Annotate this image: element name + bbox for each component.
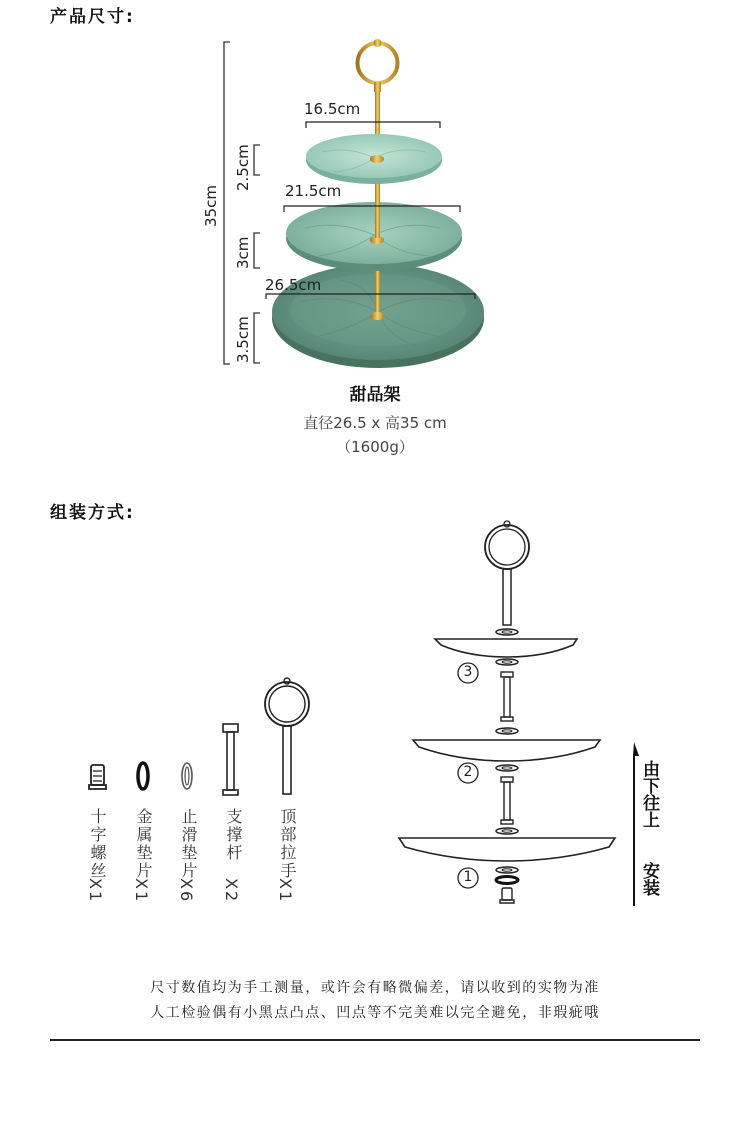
size-section-title: 产品尺寸:: [50, 7, 135, 27]
product-spec: 直径26.5 x 高35 cm: [303, 414, 447, 432]
step-2-number: 2: [463, 764, 473, 780]
top-tier-diameter: 16.5cm: [304, 100, 361, 118]
support-rod-icon: [223, 724, 238, 795]
note-line-1: 尺寸数值均为手工测量，或许会有略微偏差，请以收到的实物为准: [150, 980, 600, 996]
part-label-screw: 十字螺丝: [88, 808, 107, 880]
parts-icons: [80, 670, 330, 800]
bottom-divider: [50, 1039, 700, 1041]
part-label-anti-slip-pad: 止滑垫片: [179, 808, 198, 880]
part-qty-top-handle: X1: [276, 878, 295, 904]
part-label-support-rod: 支撑杆: [224, 808, 243, 862]
part-qty-support-rod: X2: [222, 878, 241, 904]
total-height-label: 35cm: [202, 185, 220, 227]
part-label-top-handle: 顶部拉手: [278, 808, 297, 880]
direction-text-lower: 安装: [639, 862, 659, 896]
top-handle-icon: [265, 678, 309, 794]
middle-tier-diameter: 21.5cm: [285, 182, 342, 200]
bottom-tier-diameter: 26.5cm: [265, 276, 322, 294]
top-gap-label: 2.5cm: [234, 144, 252, 191]
note-line-2: 人工检验偶有小黑点凸点、凹点等不完美难以完全避免，非瑕疵哦: [150, 1005, 600, 1021]
product-name: 甜品架: [349, 385, 401, 405]
step-3-number: 3: [463, 664, 473, 680]
direction-text-upper: 由下往上: [639, 760, 659, 828]
part-label-metal-washer: 金属垫片: [134, 808, 153, 880]
part-qty-anti-slip-pad: X6: [177, 878, 196, 904]
assembly-diagram: [395, 515, 625, 915]
part-qty-metal-washer: X1: [132, 878, 151, 904]
metal-washer-icon: [138, 763, 148, 789]
assembly-section-title: 组装方式:: [50, 503, 135, 523]
bottom-gap-label: 3.5cm: [234, 316, 252, 363]
anti-slip-pad-icon: [182, 763, 192, 789]
product-weight: （1600g）: [336, 438, 414, 456]
step-1-number: 1: [463, 869, 473, 885]
screw-icon: [89, 765, 106, 789]
middle-gap-label: 3cm: [234, 236, 252, 269]
part-qty-screw: X1: [86, 878, 105, 904]
